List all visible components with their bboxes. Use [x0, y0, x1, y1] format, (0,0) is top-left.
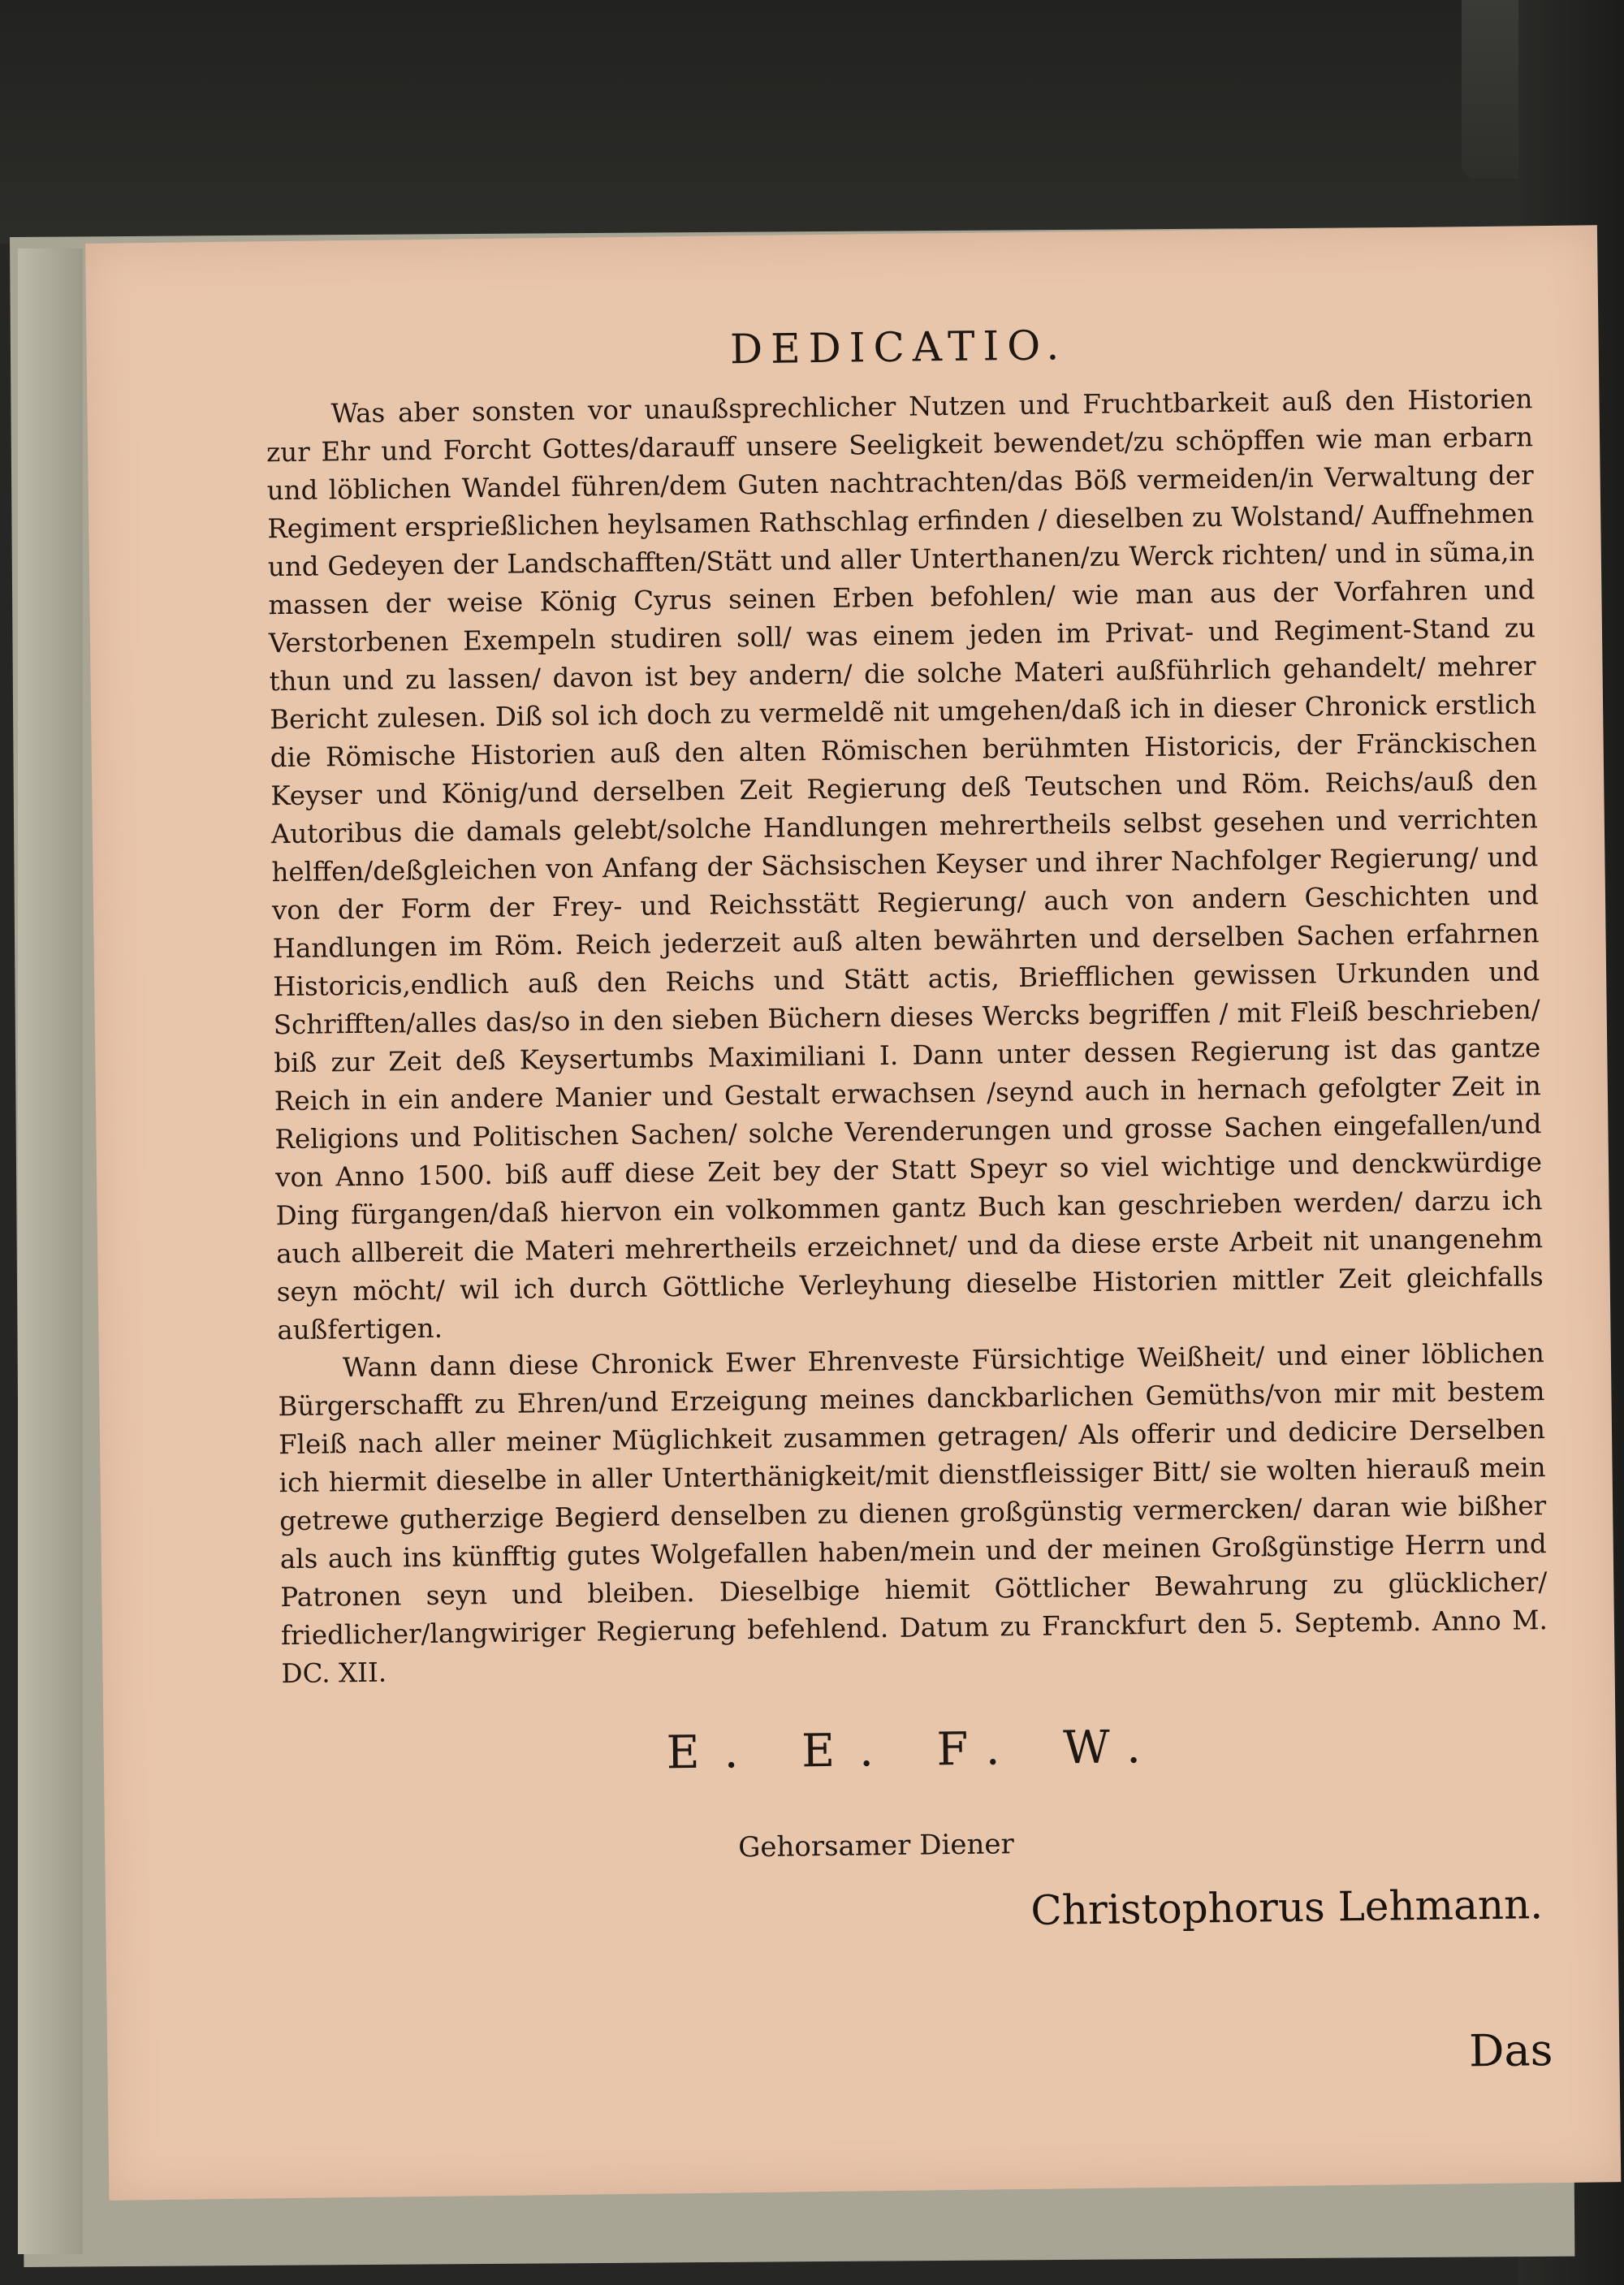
page-content: [265, 315, 1553, 2090]
paragraph-1: Was aber sonsten vor unaußsprechlicher Nutzen und Fruchtbarkeit auß den Historien zur Ehr und Forcht Gottes/darauff unsere Seeligkeit bewendet/zu schöpffen wie man erbarn und löblichen Wandel führen/dem Guten nachtrachten/das Böß vermeiden/in Verwaltung der Regiment ersprießlichen heylsamen Rathschlag erfinden / dieselben zu Wolstand/ Auffnehmen und Gedeyen der Landschafften/Stätt und aller Unterthanen/zu Werck richten/ und in sũma,in massen der weise König Cyrus seinen Erben befohlen/ wie man aus der Vorfahren und Verstorbenen Exempeln studiren soll/ was einem jeden im Privat- und Regiment-Stand zu thun und zu lassen/ davon ist bey andern/ die solche Materi außführlich gehandelt/ mehrer Bericht zulesen. Diß sol ich doch zu vermeldẽ nit umgehen/daß ich in dieser Chronick erstlich die Römische Historien auß den alten Römischen berühmten Historicis, der Fränckischen Keyser und König/und derselben Zeit Regierung deß Teutschen und Röm. Reichs/auß den Autoribus die damals gelebt/solche Handlungen mehrertheils selbst gesehen und verrichten helffen/deßgleichen von Anfang der Sächsischen Keyser und ihrer Nachfolger Regierung/ und von der Form der Frey- und Reichsstätt Regierung/ auch von andern Geschichten und Handlungen im Röm. Reich jederzeit auß alten bewährten und derselben Sachen erfahrnen Historicis,endlich auß den Reichs und Stätt actis, Briefflichen gewissen Urkunden und Schrifften/alles das/so in den sieben Büchern dieses Wercks begriffen / mit Fleiß beschrieben/ biß zur Zeit deß Keysertumbs Maximiliani I. Dann unter dessen Regierung ist das gantze Reich in ein andere Manier und Gestalt erwachsen /seynd auch in hernach gefolgter Zeit in Religions und Politischen Sachen/ solche Verenderungen und grosse Sachen eingefallen/und von Anno 1500. biß auff diese Zeit bey der Statt Speyr so viel wichtige und denckwürdige Ding fürgangen/daß hiervon ein volkommen gantz Buch kan geschrieben werden/ darzu ich auch allbereit die Materi mehrertheils erzeichnet/ und da diese erste Arbeit nit unangenehm seyn möcht/ wil ich durch Göttliche Verleyhung dieselbe Historien mittler Zeit gleichfalls außfertigen.: [266, 383, 1544, 1346]
book-page: [85, 225, 1621, 2201]
signature: Christophorus Lehmann.: [1030, 1881, 1544, 1934]
closing-salutation: Gehorsamer Diener: [737, 1828, 1014, 1864]
body-text: [266, 380, 1548, 1693]
dark-background: [0, 0, 1624, 244]
initials: E. E. F. W.: [666, 1720, 1166, 1780]
page-heading: DEDICATIO.: [729, 322, 1068, 374]
book-spine-edge: [18, 248, 83, 2254]
paragraph-2: Wann dann diese Chronick Ewer Ehrenveste Fürsichtige Weißheit/ und einer löblichen Bürgerschafft zu Ehren/und Erzeigung meines danckbarlichen Gemüths/von mir mit bestem Fleiß nach aller meiner Müglichkeit zusammen getragen/ Als offerir und dedicire Derselben ich hiermit dieselbe in aller Unterthänigkeit/mit dienstfleissiger Bitt/ sie wolten hierauß mein getrewe gutherzige Begierd denselben zu dienen großgünstig vermercken/ daran wie bißher als auch ins künfftig gutes Wolgefallen haben/mein und der meinen Großgünstige Herrn und Patronen seyn und bleiben. Dieselbige hiemit Göttlicher Bewahrung zu glücklicher/ friedlicher/langwiriger Regierung befehlend. Datum zu Franckfurt den 5. Septemb. Anno M. DC. XII.: [278, 1337, 1548, 1690]
catchword: Das: [1468, 2024, 1553, 2077]
